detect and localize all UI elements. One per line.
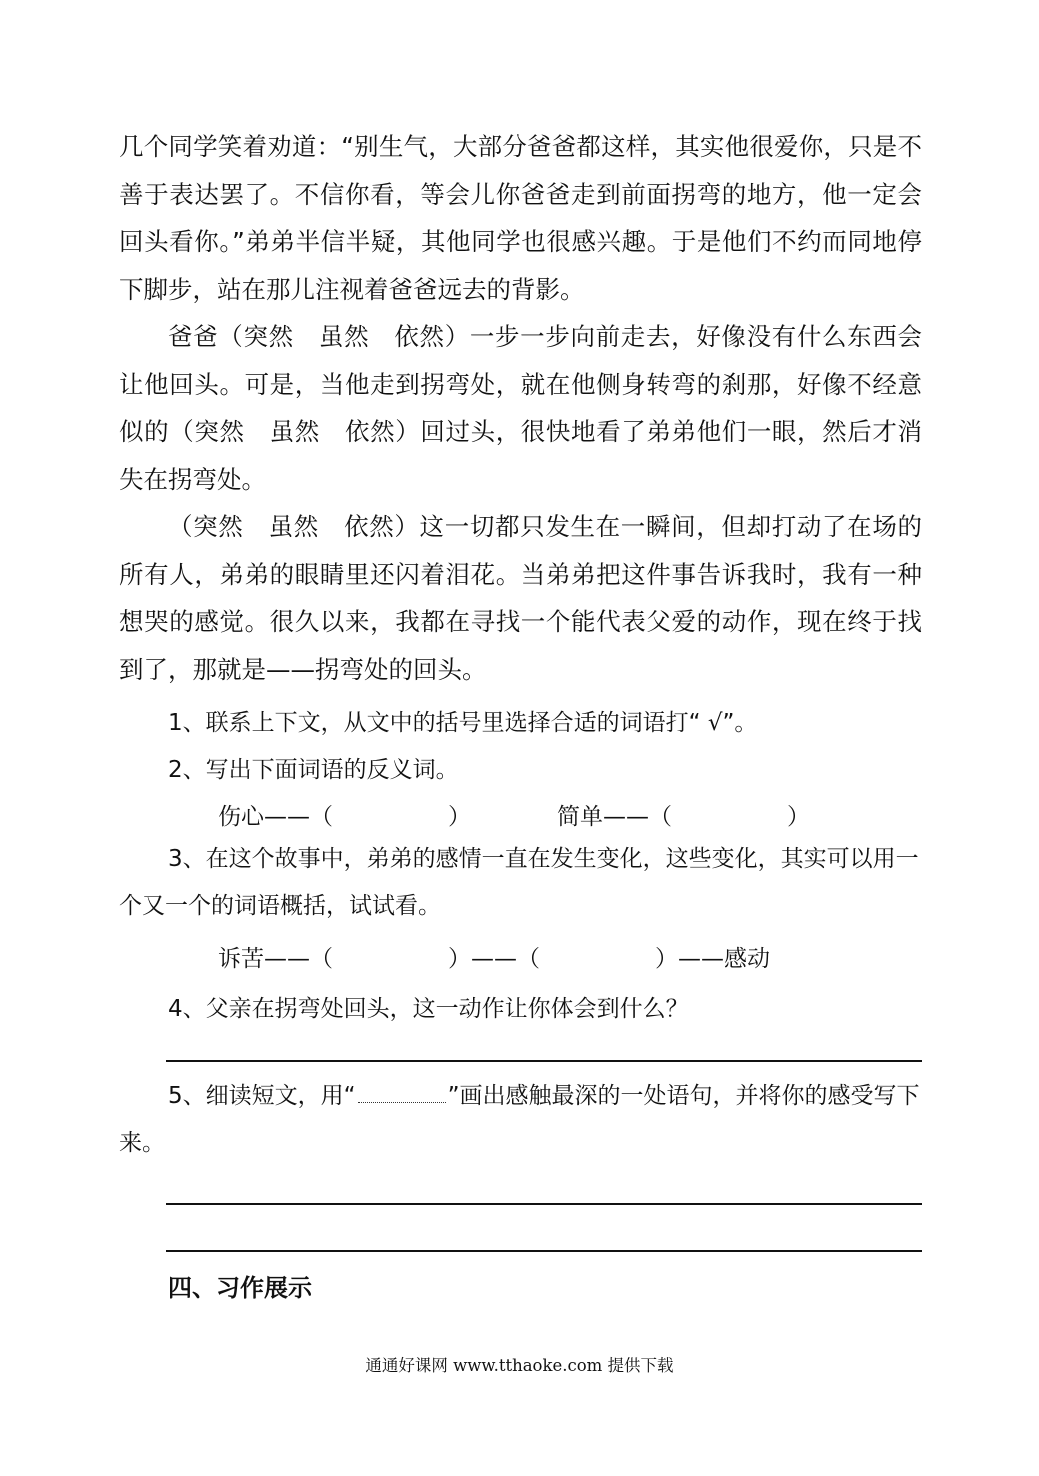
antonym-blank-1[interactable]: 伤心——（ ）	[218, 804, 471, 830]
question-2: 2、写出下面词语的反义词。	[168, 757, 459, 783]
question-1: 1、联系上下文，从文中的括号里选择合适的词语打“ √”。	[168, 710, 758, 736]
answer-line-q5-2[interactable]	[166, 1250, 922, 1252]
question-4: 4、父亲在拐弯处回头，这一动作让你体会到什么？	[168, 996, 689, 1022]
question-5-text-start: 5、细读短文，用“	[168, 1083, 356, 1109]
passage-paragraph-2: 爸爸（突然 虽然 依然）一步一步向前走去，好像没有什么东西会让他回头。可是，当他走到拐弯处，就在他侧身转弯的刹那，好像不经意似的（突然 虽然 依然）回过头，很快地看了弟弟他们一眼，然后才消失在拐弯处。	[119, 322, 922, 494]
answer-line-q4[interactable]	[166, 1060, 922, 1062]
section-heading: 四、习作展示	[168, 1273, 312, 1302]
wavy-underline-mark	[358, 1082, 446, 1103]
question-3: 3、在这个故事中，弟弟的感情一直在发生变化，这些变化，其实可以用一个又一个的词语概括，试试看。	[119, 846, 919, 919]
passage-paragraph-1: 几个同学笑着劝道：“别生气，大部分爸爸都这样，其实他很爱你，只是不善于表达罢了。不信你看，等会儿你爸爸走到前面拐弯的地方，他一定会回头看你。”弟弟半信半疑，其他同学也很感兴趣。于是他们不约而同地停下脚步，站在那儿注视着爸爸远去的背影。	[119, 132, 922, 304]
answer-line-q5-1[interactable]	[166, 1203, 922, 1205]
page-footer: 通通好课网 www.tthaoke.com 提供下载	[365, 1356, 674, 1375]
antonym-blank-2[interactable]: 简单——（ ）	[557, 804, 810, 830]
passage-paragraph-3: （突然 虽然 依然）这一切都只发生在一瞬间，但却打动了在场的所有人，弟弟的眼睛里还闪着泪花。当弟弟把这件事告诉我时，我有一种想哭的感觉。很久以来，我都在寻找一个能代表父爱的动作，现在终于找到了，那就是——拐弯处的回头。	[119, 512, 922, 684]
question-5-text-end: ”画出感触最深的一处语句，并将你的感受写下来。	[119, 1083, 920, 1156]
emotion-chain-blanks[interactable]: 诉苦——（ ）——（ ）——感动	[218, 946, 770, 972]
question-5	[119, 1073, 922, 1167]
